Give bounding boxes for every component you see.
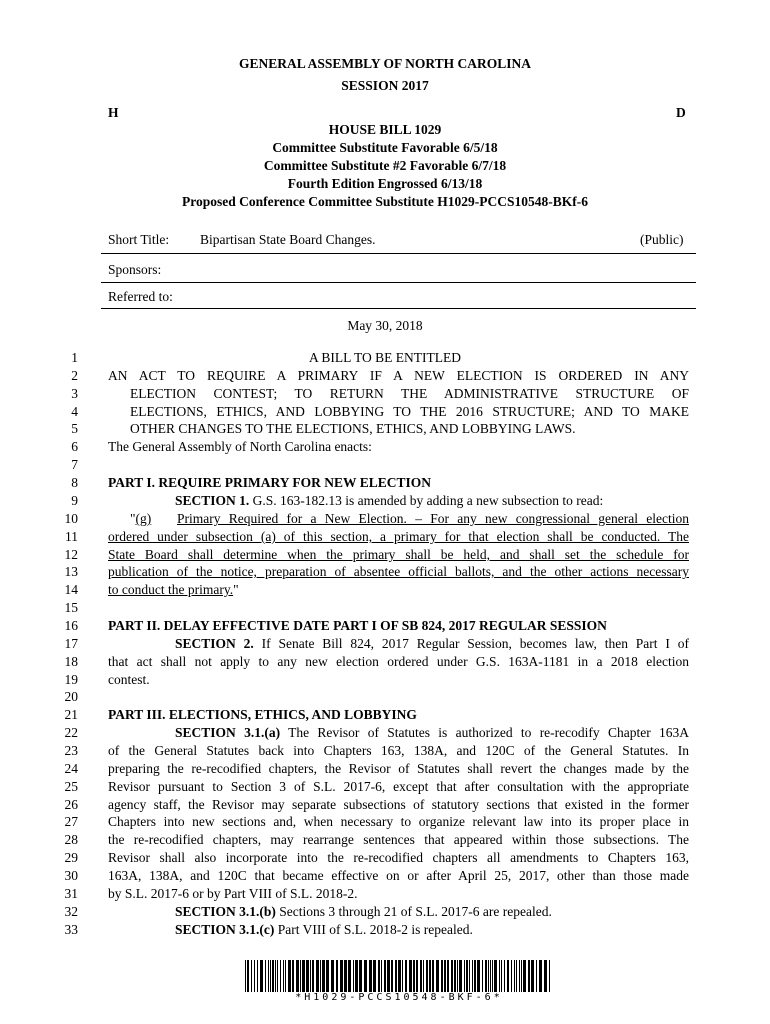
line-number: 5 [71, 421, 78, 436]
barcode-bar [516, 960, 517, 992]
section-heading: SECTION 3.1.(c) [175, 922, 275, 937]
barcode-bar [477, 960, 480, 992]
open-quote: " [130, 511, 136, 526]
barcode-bar [507, 960, 509, 992]
barcode-bar [501, 960, 502, 992]
line-number: 8 [71, 475, 78, 490]
barcode-bar [482, 960, 483, 992]
barcode-bar [257, 960, 258, 992]
chamber-code-right: D [676, 105, 686, 120]
line-number: 22 [64, 725, 78, 740]
barcode-bar [511, 960, 512, 992]
sponsors-label: Sponsors: [108, 262, 162, 277]
barcode-bar [272, 960, 274, 992]
barcode-bar [302, 960, 305, 992]
barcode-bar [260, 960, 263, 992]
barcode-bar [521, 960, 522, 992]
barcode-bar [265, 960, 266, 992]
line-number: 27 [64, 814, 78, 829]
section-line [175, 492, 689, 510]
part-heading: PART II. DELAY EFFECTIVE DATE PART I OF SB 824, 2017 REGULAR SESSION [108, 618, 607, 633]
barcode-bar [472, 960, 473, 992]
line-number: 15 [64, 600, 78, 615]
short-title-label: Short Title: [108, 232, 170, 247]
barcode-bar [355, 960, 358, 992]
line-number: 33 [64, 922, 78, 937]
section-line [175, 903, 689, 921]
bill-date: May 30, 2018 [347, 318, 423, 333]
line-number: 7 [71, 457, 78, 472]
barcode-bar [348, 960, 351, 992]
assembly-title: GENERAL ASSEMBLY OF NORTH CAROLINA [238, 56, 532, 71]
act-title-line: ELECTIONS, ETHICS, AND LOBBYING TO THE 2016 STRUCTURE; AND TO MAKE [130, 404, 689, 419]
line-number: 23 [64, 743, 78, 758]
body-text: contest. [108, 672, 150, 687]
barcode-bar [270, 960, 271, 992]
barcode-bar [405, 960, 407, 992]
barcode-text: *H1029-PCCS10548-BKF-6* [295, 992, 503, 1003]
barcode-bar [504, 960, 505, 992]
chamber-code-left: H [108, 105, 119, 120]
barcode-bar [447, 960, 449, 992]
barcode-bar [310, 960, 311, 992]
subsection-label: (g) [135, 511, 152, 526]
section-line [175, 635, 689, 653]
line-number: 24 [64, 761, 78, 776]
body-text: that act shall not apply to any new election ordered under G.S. 163A-1181 in a 2018 election [108, 654, 689, 669]
amendment-line [130, 510, 689, 528]
public-label: (Public) [640, 232, 684, 247]
barcode-bar [398, 960, 401, 992]
body-text: by S.L. 2017-6 or by Part VIII of S.L. 2018-2. [108, 886, 358, 901]
barcode-bar [536, 960, 537, 992]
section-text: If Senate Bill 824, 2017 Regular Session, becomes law, then Part I of [261, 636, 689, 651]
barcode-bar [322, 960, 325, 992]
amendment-end-line [108, 581, 689, 599]
barcode-bar [474, 960, 476, 992]
history-line: Fourth Edition Engrossed 6/13/18 [287, 176, 483, 191]
divider [101, 308, 696, 309]
divider [101, 253, 696, 254]
barcode-bar [387, 960, 390, 992]
barcode-bar [416, 960, 418, 992]
section-heading: SECTION 1. [175, 493, 250, 508]
barcode-bar [353, 960, 354, 992]
barcode-bar [420, 960, 422, 992]
short-title-value: Bipartisan State Board Changes. [200, 232, 376, 247]
line-number: 9 [71, 493, 78, 508]
bill-number: HOUSE BILL 1029 [328, 122, 442, 137]
part-heading: PART I. REQUIRE PRIMARY FOR NEW ELECTION [108, 475, 431, 490]
body-text: Revisor shall also incorporate into the re-recodified chapters all amendments to Chapters 163, [108, 850, 689, 865]
line-number: 13 [64, 564, 78, 579]
line-number: 17 [64, 636, 78, 651]
barcode-bar [268, 960, 269, 992]
barcode-bar [402, 960, 403, 992]
barcode-bar [488, 960, 489, 992]
barcode-bar [373, 960, 376, 992]
barcode-bar [459, 960, 462, 992]
line-number: 6 [71, 439, 78, 454]
body-text: 163A, 138A, and 120C that became effective on or after April 25, 2017, other than those made [108, 868, 689, 883]
barcode-bar [432, 960, 434, 992]
barcode-bar [490, 960, 491, 992]
history-line: Committee Substitute #2 Favorable 6/7/18 [263, 158, 507, 173]
barcode-bar [429, 960, 431, 992]
amendment-text: ordered under subsection (a) of this section, a primary for that election shall be conducted. The [108, 529, 689, 544]
barcode-bar [369, 960, 372, 992]
act-title-line: OTHER CHANGES TO THE ELECTIONS, ETHICS, AND LOBBYING LAWS. [130, 421, 576, 436]
barcode-bar [485, 960, 487, 992]
barcode-bar [451, 960, 453, 992]
barcode-bar [539, 960, 542, 992]
line-number: 25 [64, 779, 78, 794]
section-line [175, 921, 689, 939]
session-title: SESSION 2017 [341, 78, 429, 93]
barcode-bar [300, 960, 301, 992]
barcode-bar [277, 960, 278, 992]
enacting-clause: The General Assembly of North Carolina enacts: [108, 439, 372, 454]
line-number: 21 [64, 707, 78, 722]
barcode-bar [444, 960, 446, 992]
barcode-bar [409, 960, 412, 992]
barcode-bar [283, 960, 284, 992]
part-heading: PART III. ELECTIONS, ETHICS, AND LOBBYING [108, 707, 417, 722]
line-number: 11 [65, 529, 78, 544]
barcode-bar [340, 960, 343, 992]
barcode-bar [364, 960, 367, 992]
barcode-bar [492, 960, 493, 992]
barcode-bar [426, 960, 428, 992]
barcode-bar [316, 960, 319, 992]
close-quote: " [233, 582, 239, 597]
section-heading: SECTION 2. [175, 636, 254, 651]
line-number: 30 [64, 868, 78, 883]
barcode-bar [306, 960, 309, 992]
body-text: the re-recodified chapters, may rearrange sentences that appeared within those subsections. The [108, 832, 689, 847]
barcode-bar [423, 960, 424, 992]
barcode-bar [454, 960, 456, 992]
barcode-bar [312, 960, 314, 992]
barcode-bar [457, 960, 458, 992]
barcode-bar [331, 960, 334, 992]
line-number: 4 [71, 404, 78, 419]
line-number: 14 [64, 582, 78, 597]
barcode-bar [469, 960, 470, 992]
barcode-bar [275, 960, 276, 992]
barcode-bar [280, 960, 281, 992]
barcode-bar [544, 960, 547, 992]
barcode-bar [466, 960, 468, 992]
line-number: 32 [64, 904, 78, 919]
line-number: 10 [64, 511, 78, 526]
barcode-bar [245, 960, 246, 992]
section-line [175, 724, 689, 742]
barcode-bar [254, 960, 255, 992]
line-number: 19 [64, 672, 78, 687]
amendment-text: Primary Required for a New Election. – For any new congressional general election [177, 511, 689, 526]
body-text: preparing the re-recodified chapters, the Revisor of Statutes shall revert the changes made by the [108, 761, 689, 776]
amendment-text: State Board shall determine when the primary shall be held, and shall set the schedule for [108, 547, 689, 562]
barcode-bar [528, 960, 530, 992]
section-heading: SECTION 3.1.(a) [175, 725, 281, 740]
barcode-bar [441, 960, 443, 992]
body-text: agency staff, the Revisor may separate subsections of statutory sections that existed in the former [108, 797, 689, 812]
divider [101, 282, 696, 283]
barcode-bar [499, 960, 500, 992]
history-line: Committee Substitute Favorable 6/5/18 [272, 140, 498, 155]
bill-entitled: A BILL TO BE ENTITLED [309, 350, 461, 365]
history-line: Proposed Conference Committee Substitute H1029-PCCS10548-BKf-6 [182, 194, 588, 209]
line-number: 28 [64, 832, 78, 847]
line-number: 16 [64, 618, 78, 633]
section-heading: SECTION 3.1.(b) [175, 904, 276, 919]
barcode-bar [464, 960, 465, 992]
line-number: 2 [71, 368, 78, 383]
line-number: 1 [71, 350, 78, 365]
body-text: Revisor pursuant to Section 3 of S.L. 2017-6, except that after consultation with the appropriate [108, 779, 689, 794]
barcode-bar [320, 960, 321, 992]
line-number: 26 [64, 797, 78, 812]
barcode-bar [381, 960, 382, 992]
section-text: The Revisor of Statutes is authorized to re-recodify Chapter 163A [288, 725, 689, 740]
barcode-bar [292, 960, 294, 992]
line-number: 18 [64, 654, 78, 669]
line-number: 29 [64, 850, 78, 865]
barcode-bar [549, 960, 550, 992]
barcode-bar [378, 960, 380, 992]
barcode-bar [436, 960, 439, 992]
barcode-bar [395, 960, 397, 992]
section-text: Part VIII of S.L. 2018-2 is repealed. [277, 922, 473, 937]
barcode-bar [494, 960, 497, 992]
body-text: Chapters into new sections and, when necessary to organize relevant law into its proper place in [108, 814, 689, 829]
barcode-bar [344, 960, 347, 992]
barcode-bar [251, 960, 252, 992]
barcode-bar [391, 960, 393, 992]
referred-label: Referred to: [108, 289, 173, 304]
barcode-bar [296, 960, 299, 992]
act-title-line: ELECTION CONTEST; TO RETURN THE ADMINISTRATIVE STRUCTURE OF [130, 386, 689, 401]
barcode-bar [384, 960, 386, 992]
barcode-bar [336, 960, 338, 992]
barcode-bar [247, 960, 249, 992]
line-number: 20 [64, 689, 78, 704]
barcode-icon [245, 960, 553, 992]
line-number: 31 [64, 886, 78, 901]
section-text: G.S. 163-182.13 is amended by adding a new subsection to read: [252, 493, 604, 508]
barcode-bar [359, 960, 362, 992]
line-number: 3 [71, 386, 78, 401]
barcode-bar [413, 960, 415, 992]
section-text: Sections 3 through 21 of S.L. 2017-6 are repealed. [279, 904, 552, 919]
barcode-bar [531, 960, 534, 992]
barcode-bar [514, 960, 515, 992]
amendment-text: to conduct the primary. [108, 582, 234, 597]
barcode-bar [523, 960, 526, 992]
barcode-bar [285, 960, 286, 992]
body-text: of the General Statutes back into Chapters 163, 138A, and 120C of the General Statutes. In [108, 743, 689, 758]
barcode-bar [519, 960, 520, 992]
barcode-bar [326, 960, 329, 992]
barcode-bar [288, 960, 291, 992]
amendment-text: publication of the notice, preparation of absentee official ballots, and the other actions necessary [108, 564, 689, 579]
act-title-line: AN ACT TO REQUIRE A PRIMARY IF A NEW ELECTION IS ORDERED IN ANY [108, 368, 689, 383]
line-number: 12 [64, 547, 78, 562]
